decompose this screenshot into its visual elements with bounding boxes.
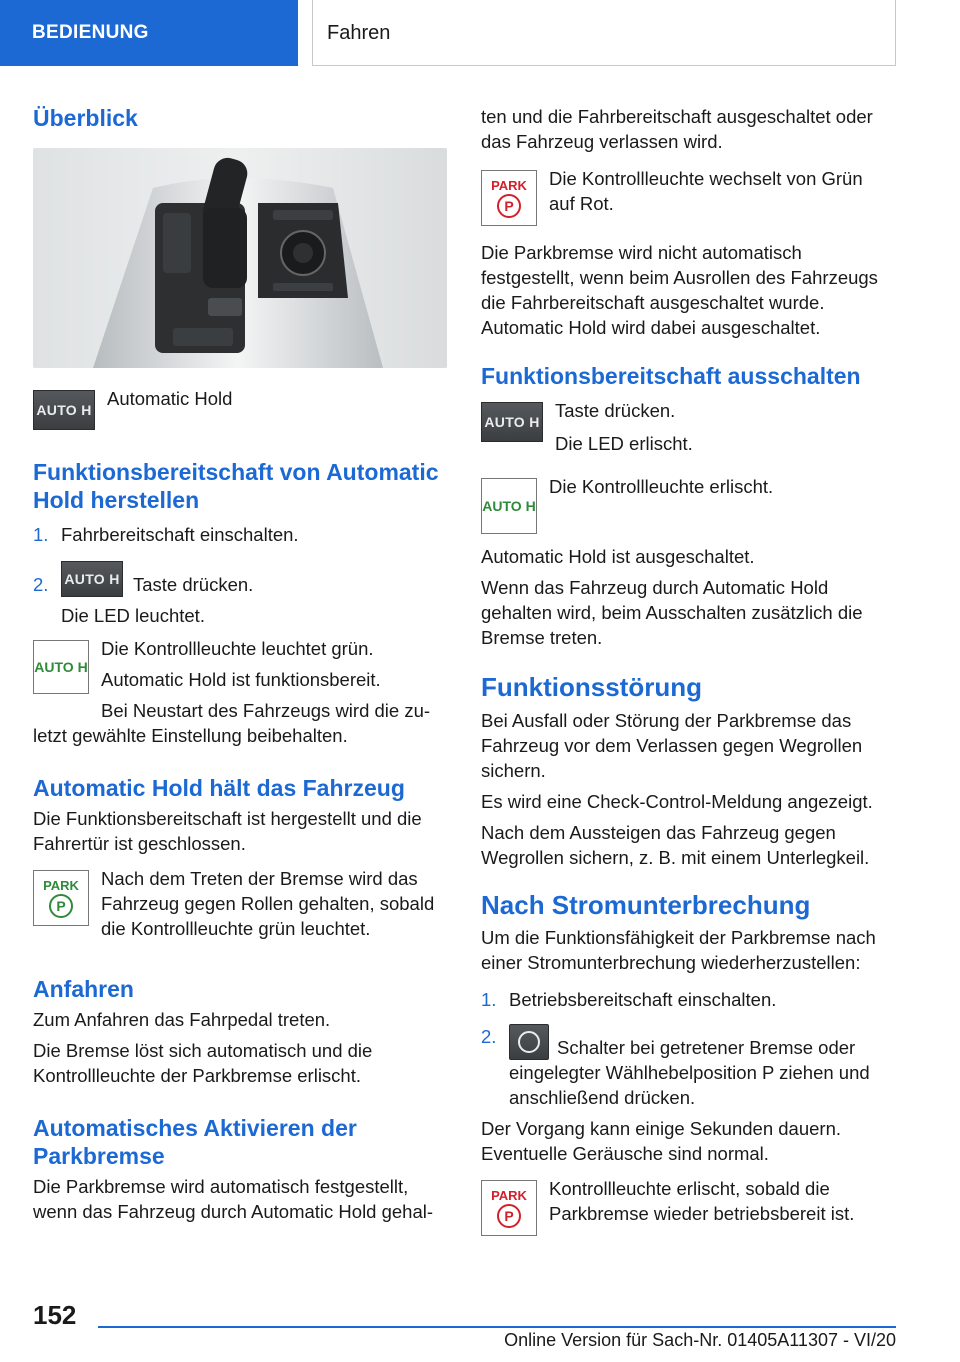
footer-version: Online Version für Sach-Nr. 01405A11307 - VI/20: [504, 1330, 896, 1350]
auto-h-green-indicator-icon: AUTO H: [481, 478, 537, 534]
list-item: [481, 987, 896, 1012]
auto-hold-button-legend: [33, 386, 447, 430]
section-tab: BEDIENUNG: [0, 0, 298, 66]
setup-steps-list: [33, 522, 447, 597]
p-circle-icon: P: [497, 194, 521, 218]
lamp-change-text: Die Kontrollleuchte wechselt von Grün auf Rot.: [549, 168, 863, 214]
p-circle-icon: P: [49, 894, 73, 918]
continued-text: ten und die Fahrbereitschaft ausgeschaltet oder das Fahrzeug verlassen wird.: [481, 106, 873, 152]
chapter-title: Fahren: [312, 0, 896, 66]
page-header: [0, 0, 960, 66]
center-console-illustration: [33, 148, 447, 368]
restart-text-cont: letzt gewählte Einstellung beibehalten.: [33, 725, 348, 747]
malfunction-text-2: Es wird eine Check-Control-Meldung angezeigt.: [481, 790, 873, 812]
footer-divider: [98, 1326, 896, 1328]
park-label: PARK: [43, 877, 79, 893]
brake-text: Nach dem Treten der Bremse wird das Fahrzeug gegen Rollen gehalten, sobald die Kontrollleuchte grün leuchtet.: [101, 868, 435, 940]
step-number: 2.: [481, 1026, 497, 1048]
power-text: Um die Funktionsfähigkeit der Parkbremse nach einer Stromunterbrechung wiederherzustellen:: [481, 927, 876, 974]
auto-h-green-indicator-icon: AUTO H: [33, 640, 89, 694]
left-column: [33, 96, 447, 1224]
heading-switch-off: Funktionsbereitschaft ausschalten: [481, 363, 861, 389]
ready-text: Automatic Hold ist funktionsbereit.: [101, 669, 381, 691]
right-column: [481, 104, 896, 1236]
drive-off-text-1: Zum Anfahren das Fahrpedal treten.: [33, 1009, 331, 1031]
step-number: 2.: [33, 574, 49, 596]
malfunction-text-1: Bei Ausfall oder Störung der Parkbremse das Fahrzeug vor dem Verlassen gegen Wegrollen sichern.: [481, 709, 863, 781]
parking-brake-switch-icon: [509, 1024, 549, 1060]
park-red-indicator-icon: [481, 170, 537, 226]
green-lamp-legend: [33, 636, 447, 723]
list-item: [33, 522, 447, 547]
park-red-legend: [481, 166, 896, 226]
auto-h-button-icon: AUTO H: [33, 390, 95, 430]
center-console-photo: [33, 148, 447, 368]
auto-h-button-icon: AUTO H: [61, 561, 123, 597]
park-label: PARK: [491, 1187, 527, 1203]
auto-activation-text: Die Parkbremse wird automatisch festgestellt, wenn das Fahrzeug durch Automatic Hold gehal-: [33, 1176, 434, 1223]
lamp-off-text: Die Kontrollleuchte erlischt.: [549, 476, 774, 498]
noises-text: Eventuelle Geräusche sind normal.: [481, 1143, 769, 1165]
step-number: 1.: [481, 989, 497, 1011]
step-text: Schalter bei getretener Bremse oder eingelegter Wählhebelposition P ziehen und anschließend drücken.: [509, 1037, 870, 1109]
auto-h-button-icon: AUTO H: [481, 402, 543, 442]
press-text: Taste drücken.: [555, 400, 676, 422]
list-item: [33, 561, 447, 597]
lamp-ready-text: Kontrollleuchte erlischt, sobald die Parkbremse wieder betriebsbereit ist.: [549, 1178, 855, 1225]
led-on-text: Die LED leuchtet.: [61, 605, 205, 627]
p-circle-icon: P: [497, 1204, 521, 1228]
caption-auto-hold: Automatic Hold: [107, 388, 233, 410]
restart-text: Bei Neustart des Fahrzeugs wird die zu-: [101, 700, 431, 722]
heading-malfunction: Funktionsstörung: [481, 672, 702, 703]
switch-off-button-legend: [481, 398, 896, 456]
off-note-text: Wenn das Fahrzeug durch Automatic Hold gehalten wird, beim Ausschalten zusätzlich die Bremse treten.: [481, 577, 863, 649]
power-steps-list: [481, 987, 896, 1110]
step-text: Betriebsbereitschaft einschalten.: [509, 989, 777, 1011]
heading-drive-off: Anfahren: [33, 976, 134, 1003]
step-number: 1.: [33, 524, 49, 546]
heading-power: Nach Stromunterbrechung: [481, 889, 811, 920]
off-state-text: Automatic Hold ist ausgeschaltet.: [481, 546, 755, 568]
park-label: PARK: [491, 177, 527, 193]
not-applied-text: Die Parkbremse wird nicht automatisch festgestellt, wenn beim Ausrollen des Fahrzeugs die Fahrbereitschaft ausgeschaltet wurde. Automatic Hold wird dabei ausgeschaltet.: [481, 242, 878, 338]
duration-text: Der Vorgang kann einige Sekunden dauern.: [481, 1118, 841, 1140]
park-red-indicator-icon: [481, 1180, 537, 1236]
lamp-off-legend: [481, 474, 896, 534]
heading-auto-activation: Automatisches Aktivieren der Parkbremse: [33, 1115, 357, 1170]
list-item: [481, 1024, 896, 1110]
page-number: 152: [33, 1300, 77, 1330]
step-text: Fahrbereitschaft einschalten.: [61, 524, 299, 546]
malfunction-text-3: Nach dem Aussteigen das Fahrzeug gegen Wegrollen sichern, z. B. mit einem Unterlegkeil.: [481, 821, 870, 868]
heading-overview: Überblick: [33, 105, 138, 131]
heading-holds: Automatic Hold hält das Fahrzeug: [33, 775, 405, 802]
park-green-legend: [33, 866, 447, 941]
step-text: Taste drücken.: [133, 574, 254, 596]
park-ready-legend: [481, 1176, 896, 1236]
park-green-indicator-icon: [33, 870, 89, 926]
lamp-green-text: Die Kontrollleuchte leuchtet grün.: [101, 638, 374, 660]
heading-setup: Funktionsbereitschaft von Automatic Hold herstellen: [33, 459, 439, 514]
led-off-text: Die LED erlischt.: [555, 433, 693, 455]
holds-text: Die Funktionsbereitschaft ist hergestellt und die Fahrertür ist geschlossen.: [33, 808, 422, 855]
drive-off-text-2: Die Bremse löst sich automatisch und die Kontrollleuchte der Parkbremse erlischt.: [33, 1040, 373, 1087]
